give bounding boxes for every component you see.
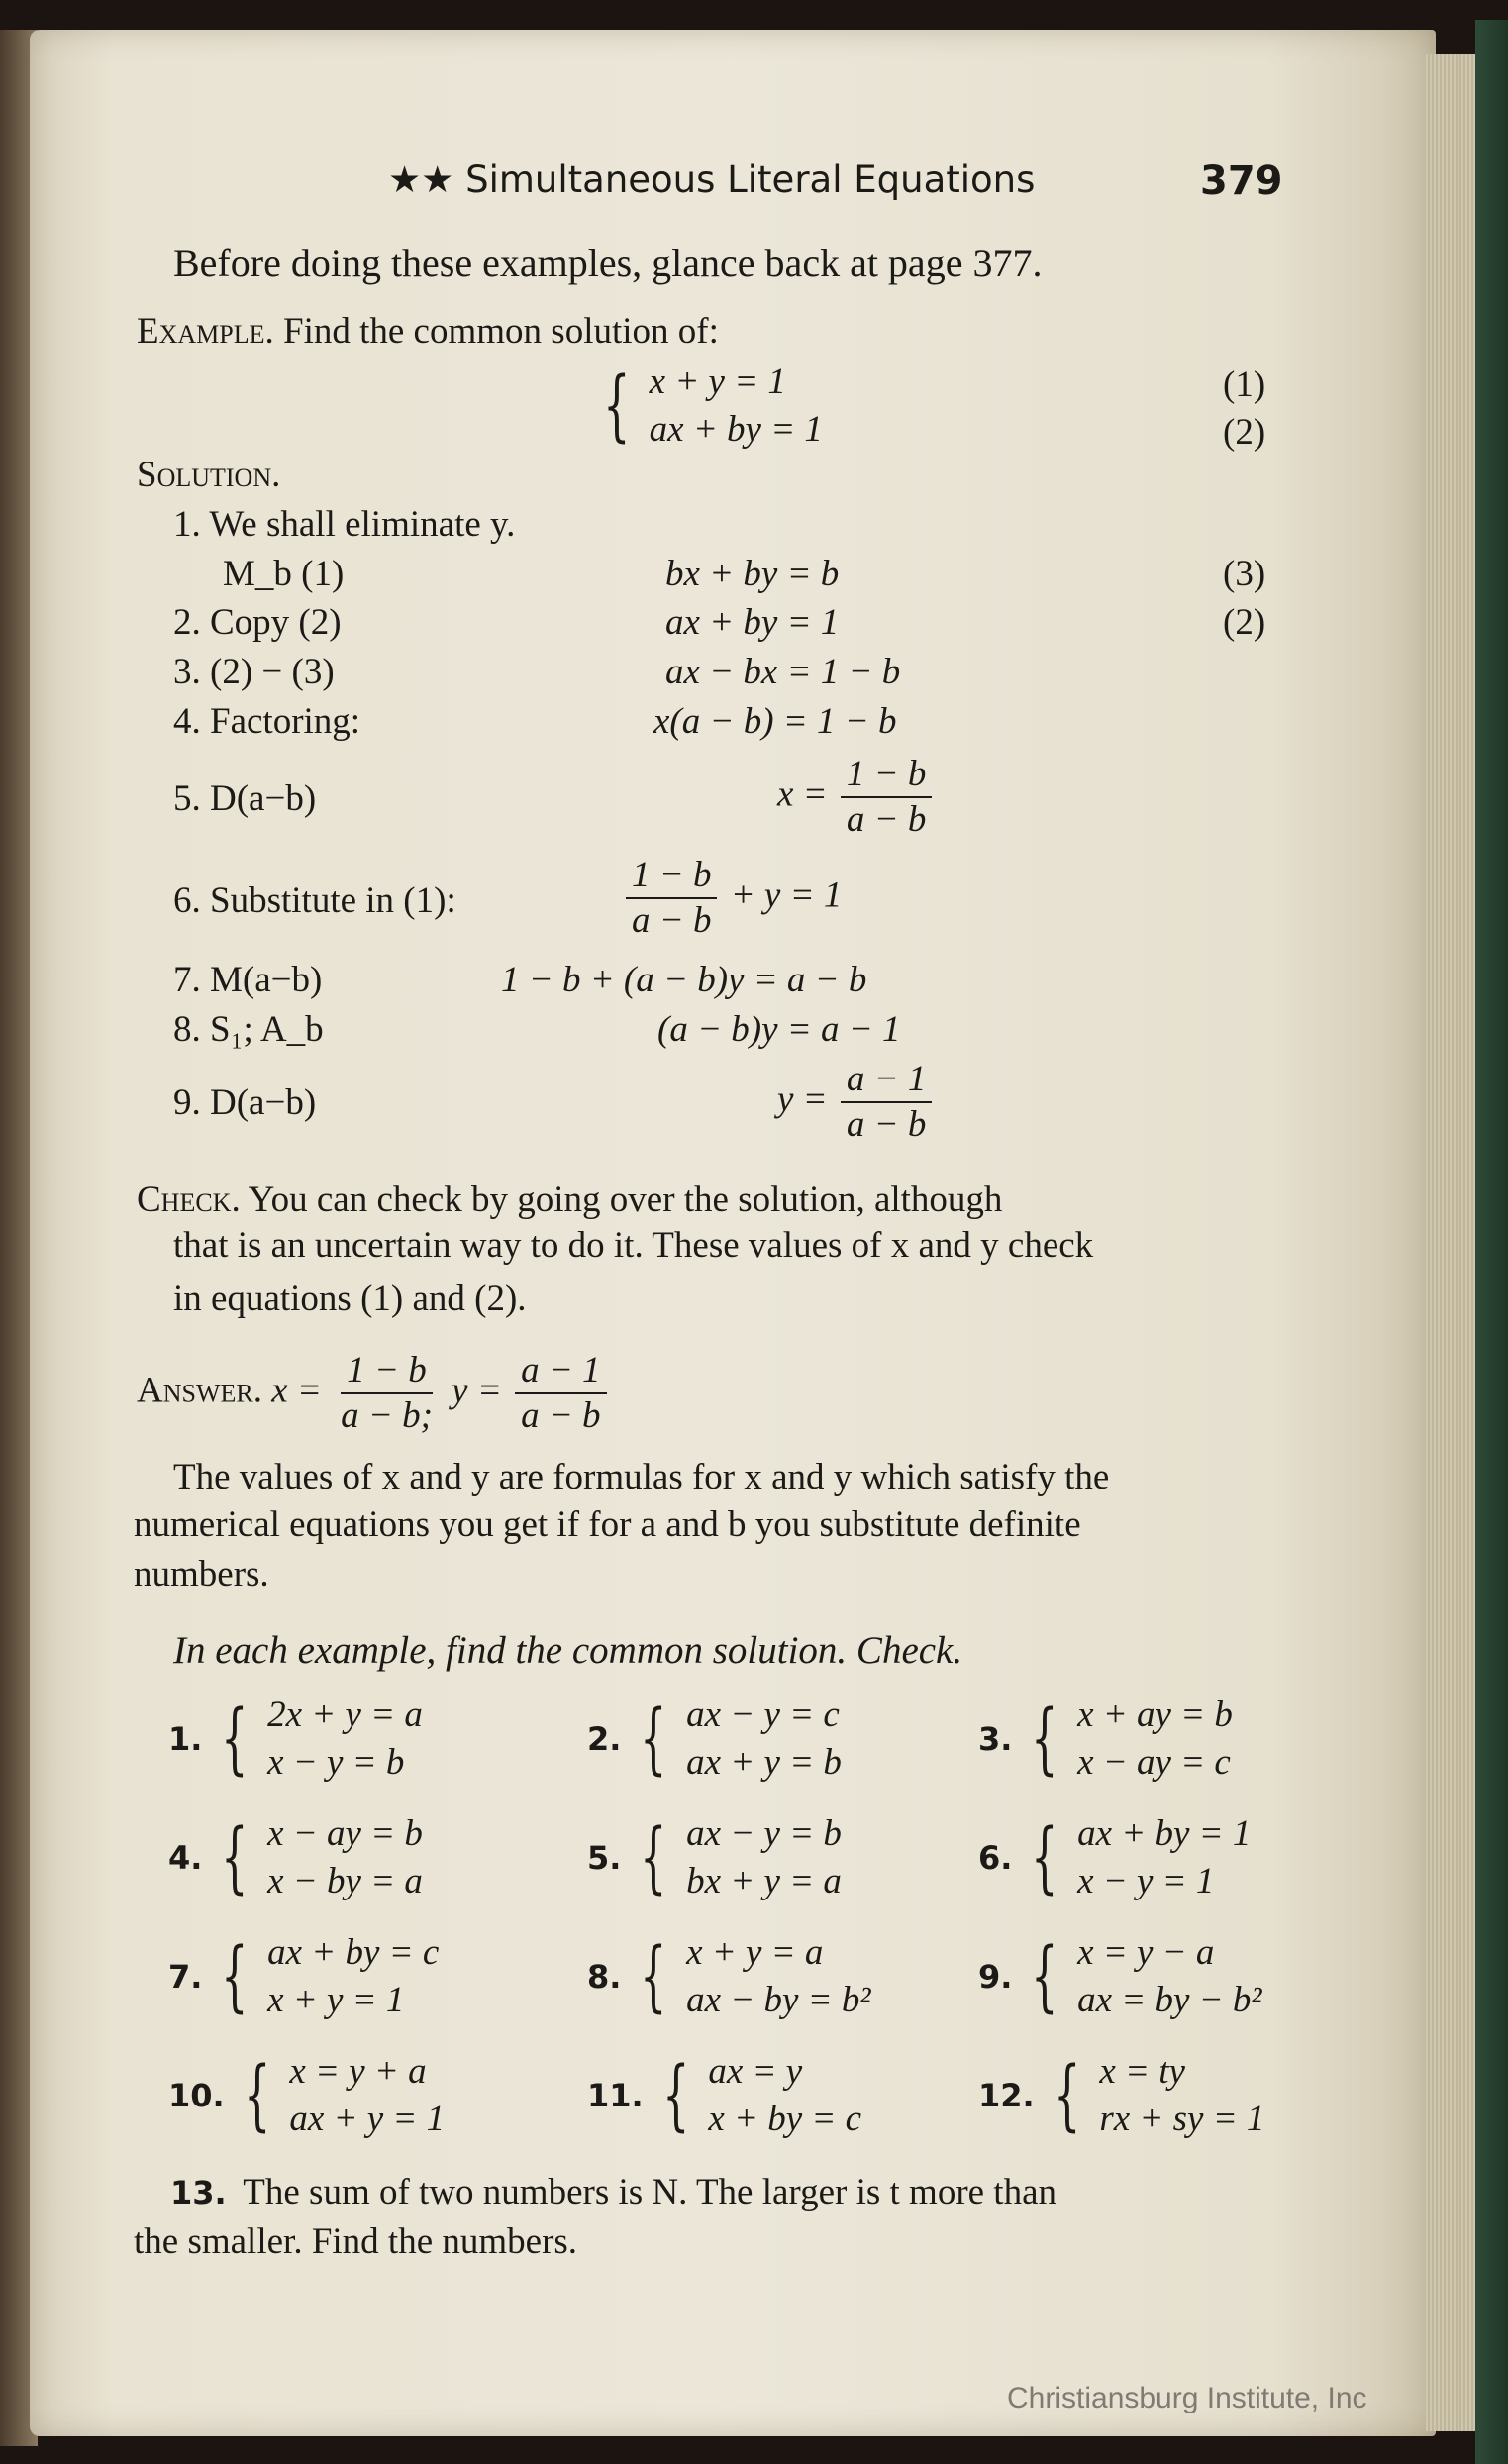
- step-1: [173, 503, 515, 547]
- brace-icon: {: [221, 1813, 249, 1902]
- exercise-11: [587, 2048, 861, 2143]
- fraction-numerator: a − 1: [515, 1349, 606, 1394]
- brace-icon: {: [640, 1813, 667, 1902]
- exercise-3: [978, 1692, 1233, 1787]
- step-label: Substitute in (1):: [210, 880, 456, 921]
- step-number: 5.: [173, 778, 201, 819]
- step-number: 2.: [173, 602, 201, 643]
- exercise-number: 1.: [168, 1720, 203, 1758]
- answer-y-fraction: [515, 1349, 606, 1438]
- step-number: 1.: [173, 504, 201, 545]
- exercise-eq2: x + y = 1: [267, 1980, 405, 2020]
- problem-13-line2: the smaller. Find the numbers.: [134, 2221, 578, 2262]
- exercise-1: [168, 1692, 423, 1787]
- brace-icon: {: [661, 2051, 690, 2140]
- exercise-9: [978, 1929, 1261, 2024]
- exercise-5: [587, 1810, 842, 1905]
- exercise-instructions: In each example, find the common solution. Check.: [173, 1629, 963, 1672]
- step-6-fraction: [626, 854, 717, 943]
- brace-icon: {: [1053, 2051, 1081, 2140]
- exercise-eq1: ax − y = b: [686, 1813, 842, 1854]
- page-number: 379: [1200, 158, 1283, 204]
- exercise-number: 11.: [587, 2077, 644, 2114]
- step-9: [173, 1081, 316, 1125]
- exercise-eq1: x + ay = b: [1077, 1694, 1233, 1735]
- step-number: 4.: [173, 701, 201, 742]
- step-5-fraction: [841, 753, 932, 842]
- answer-x-fraction: [335, 1349, 439, 1438]
- step-number: 6.: [173, 880, 201, 921]
- exercise-number: 8.: [587, 1958, 622, 1996]
- check-text: You can check by going over the solution, although: [248, 1180, 1003, 1220]
- exercise-7: [168, 1929, 439, 2024]
- problem-text: The sum of two numbers is N. The larger is t more than: [243, 2172, 1057, 2212]
- step-label: We shall eliminate y.: [209, 504, 516, 545]
- exercise-eq1: x + y = a: [686, 1932, 824, 1973]
- eq1-tag: (1): [1223, 364, 1266, 405]
- exercise-number: 6.: [978, 1839, 1013, 1877]
- step-number: 8.: [173, 1009, 201, 1050]
- step-label: D(a−b): [210, 1082, 317, 1123]
- check-paragraph-line2: that is an uncertain way to do it. These values of x and y check: [173, 1225, 1094, 1266]
- step-6-expr: [622, 854, 842, 943]
- step-label: M(a−b): [210, 960, 323, 1000]
- step-label: Copy (2): [210, 602, 342, 643]
- fraction-denominator: a − b: [632, 900, 712, 941]
- example-system: [592, 359, 823, 454]
- example-heading: [137, 310, 719, 354]
- example-eq2: ax + by = 1: [649, 409, 823, 450]
- answer-x-lhs: x =: [271, 1370, 322, 1411]
- step-mb-expr: bx + by = b: [665, 554, 840, 594]
- check-paragraph-line3: in equations (1) and (2).: [173, 1279, 527, 1319]
- step-3: [173, 651, 335, 694]
- fraction-numerator: 1 − b: [841, 753, 932, 798]
- brace-icon: {: [1031, 1932, 1058, 2021]
- exercise-eq2: bx + y = a: [686, 1861, 842, 1901]
- exercise-number: 10.: [168, 2077, 225, 2114]
- step-9-fraction: [841, 1058, 932, 1147]
- watermark: Christiansburg Institute, Inc: [1007, 2382, 1367, 2414]
- exercise-eq1: ax = y: [708, 2051, 803, 2092]
- step-8-expr: (a − b)y = a − 1: [657, 1009, 901, 1050]
- fraction-denominator: a − b: [846, 1104, 927, 1145]
- exercise-number: 4.: [168, 1839, 203, 1877]
- step-label: S₁; A_b: [210, 1009, 324, 1050]
- brace-icon: {: [1031, 1694, 1058, 1784]
- brace-icon: {: [640, 1694, 667, 1784]
- exercise-eq2: x − y = b: [267, 1742, 405, 1783]
- step-5-expr: [777, 753, 936, 842]
- exercise-eq1: x = ty: [1099, 2051, 1185, 2092]
- step-3-expr: ax − bx = 1 − b: [665, 652, 901, 692]
- exercise-eq2: x − by = a: [267, 1861, 423, 1901]
- exercise-8: [587, 1929, 870, 2024]
- exercise-eq2: ax + y = b: [686, 1742, 842, 1783]
- exercise-eq1: 2x + y = a: [267, 1694, 423, 1735]
- note-line1: The values of x and y are formulas for x and y which satisfy the: [173, 1457, 1110, 1497]
- fraction-numerator: a − 1: [841, 1058, 932, 1103]
- exercise-eq1: x = y − a: [1077, 1932, 1215, 1973]
- eq2-tag: (2): [1223, 412, 1266, 453]
- step-4: [173, 700, 360, 744]
- exercise-12: [978, 2048, 1264, 2143]
- exercise-number: 3.: [978, 1720, 1013, 1758]
- step-label: D(a−b): [210, 778, 317, 819]
- note-line2: numerical equations you get if for a and b you substitute definite: [134, 1504, 1081, 1545]
- exercise-eq2: x + by = c: [708, 2099, 862, 2139]
- answer-y-lhs: y =: [452, 1370, 502, 1411]
- exercise-eq2: x − ay = c: [1077, 1742, 1231, 1783]
- step-9-expr: [777, 1058, 936, 1147]
- example-label: Example.: [137, 311, 274, 352]
- fraction-denominator: a − b: [521, 1395, 601, 1436]
- exercise-10: [168, 2048, 445, 2143]
- example-text: Find the common solution of:: [283, 311, 719, 352]
- intro-text: Before doing these examples, glance back at page 377.: [173, 241, 1043, 285]
- exercise-number: 7.: [168, 1958, 203, 1996]
- fraction-numerator: 1 − b: [626, 854, 717, 899]
- exercise-number: 2.: [587, 1720, 622, 1758]
- step-label: Factoring:: [210, 701, 361, 742]
- solution-label: Solution.: [137, 455, 281, 495]
- exercise-4: [168, 1810, 423, 1905]
- exercise-eq2: ax + y = 1: [289, 2099, 446, 2139]
- step-6-rhs: + y = 1: [730, 874, 843, 916]
- step-mb-label: M_b (1): [223, 554, 345, 594]
- brace-icon: {: [603, 361, 631, 451]
- exercise-eq1: x = y + a: [289, 2051, 427, 2092]
- step-2: [173, 601, 342, 645]
- exercise-eq1: ax + by = c: [267, 1932, 440, 1973]
- exercise-6: [978, 1810, 1251, 1905]
- exercise-number: 9.: [978, 1958, 1013, 1996]
- exercise-eq2: x − y = 1: [1077, 1861, 1215, 1901]
- brace-icon: {: [1031, 1813, 1058, 1902]
- brace-icon: {: [243, 2051, 271, 2140]
- step-8: [173, 1008, 324, 1052]
- check-label: Check.: [137, 1180, 241, 1220]
- exercise-eq2: ax = by − b²: [1077, 1980, 1262, 2020]
- exercise-eq2: ax − by = b²: [686, 1980, 871, 2020]
- step-2-tag: (2): [1223, 602, 1266, 643]
- step-7-expr: 1 − b + (a − b)y = a − b: [501, 960, 867, 1000]
- step-number: 9.: [173, 1082, 201, 1123]
- exercise-number: 12.: [978, 2077, 1035, 2114]
- exercise-eq1: ax + by = 1: [1077, 1813, 1252, 1854]
- step-4-expr: x(a − b) = 1 − b: [653, 701, 897, 742]
- step-7: [173, 959, 322, 1002]
- check-paragraph-line1: [137, 1179, 1265, 1222]
- step-2-expr: ax + by = 1: [665, 602, 840, 643]
- example-eq1: x + y = 1: [649, 361, 786, 402]
- step-number: 7.: [173, 960, 201, 1000]
- exercise-2: [587, 1692, 842, 1787]
- exercise-eq1: ax − y = c: [686, 1694, 840, 1735]
- exercise-eq1: x − ay = b: [267, 1813, 423, 1854]
- step-number: 3.: [173, 652, 201, 692]
- step-5: [173, 777, 316, 821]
- problem-number: 13.: [170, 2174, 227, 2211]
- brace-icon: {: [640, 1932, 667, 2021]
- step-6: [173, 879, 456, 923]
- fraction-numerator: 1 − b: [341, 1349, 432, 1394]
- step-mb-tag: (3): [1223, 554, 1266, 594]
- step-label: (2) − (3): [210, 652, 335, 692]
- step-5-lhs: x =: [777, 773, 828, 815]
- exercise-number: 5.: [587, 1839, 622, 1877]
- fraction-denominator: a − b: [846, 799, 927, 840]
- answer-label: Answer.: [137, 1370, 262, 1411]
- brace-icon: {: [221, 1694, 249, 1784]
- problem-13-line1: [170, 2171, 1056, 2214]
- note-line3: numbers.: [134, 1554, 269, 1594]
- brace-icon: {: [221, 1932, 249, 2021]
- fraction-denominator: a − b;: [341, 1395, 433, 1436]
- exercise-eq2: rx + sy = 1: [1099, 2099, 1265, 2139]
- running-head: ★★ Simultaneous Literal Equations: [388, 158, 1036, 201]
- step-9-lhs: y =: [777, 1078, 828, 1120]
- answer-line: [137, 1349, 611, 1438]
